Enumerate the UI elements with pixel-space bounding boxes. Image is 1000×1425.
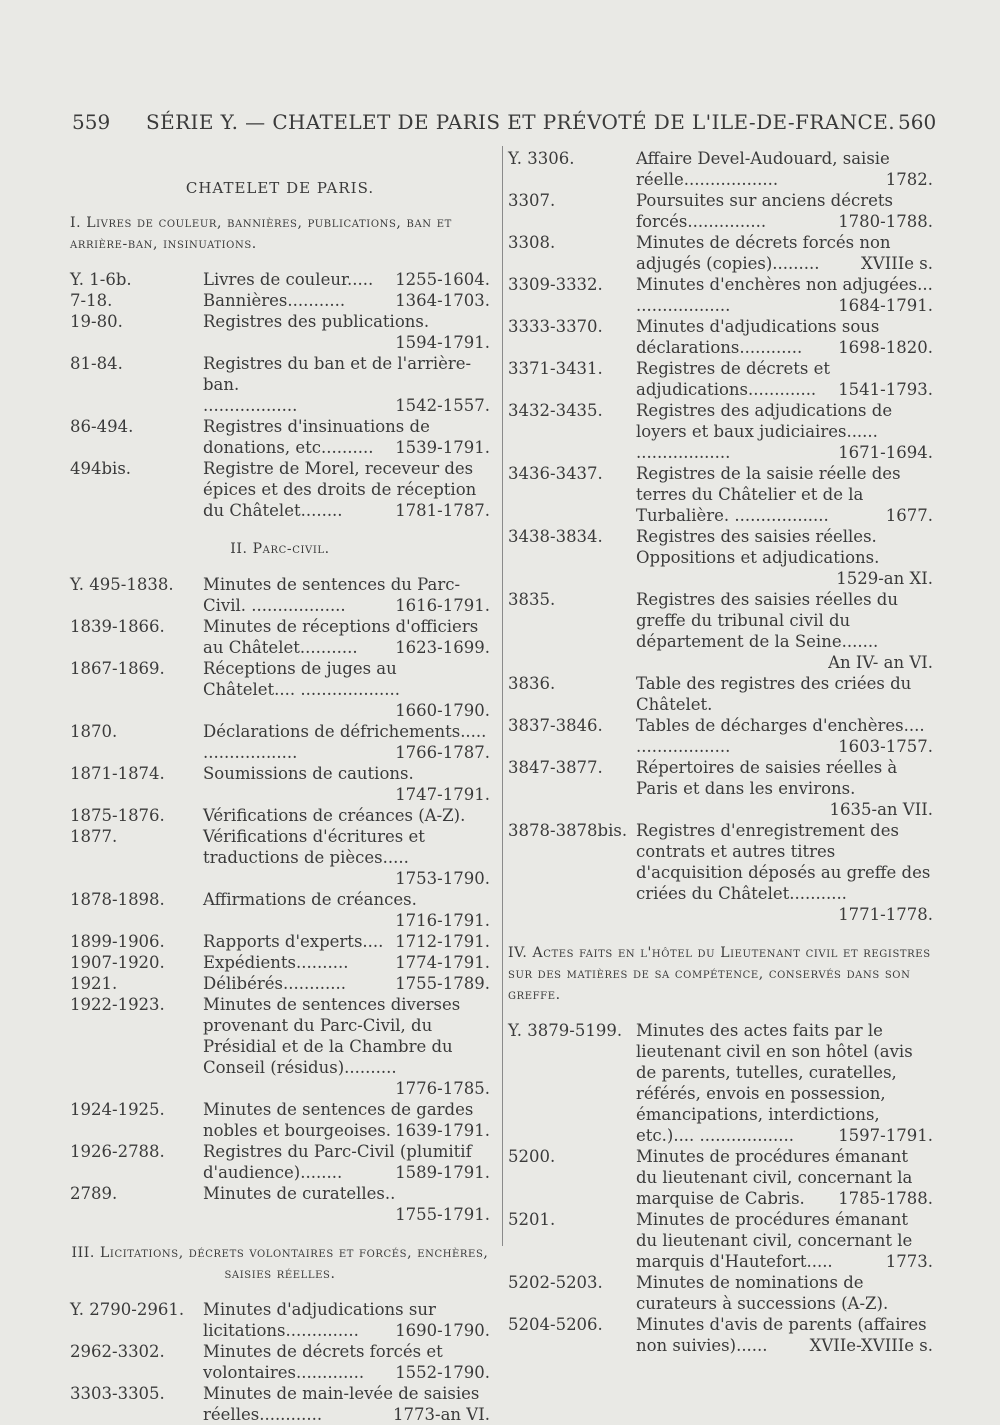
list-item	[508, 820, 933, 925]
running-header	[0, 110, 1000, 140]
entry-description: Tables de décharges d'enchères.... ..................	[636, 716, 925, 756]
entry-text	[203, 931, 490, 952]
entry-text	[203, 416, 490, 458]
entry-text	[203, 311, 490, 353]
entry-text	[203, 1183, 490, 1225]
entry-date: 1773-an VI.	[393, 1405, 490, 1424]
entry-date: 1781-1787.	[395, 501, 490, 520]
entry-text	[636, 589, 933, 673]
entry-text	[636, 757, 933, 820]
column-divider	[502, 146, 503, 1246]
entry-description: Registres des saisies réelles. Oppositions et adjudications.	[636, 527, 880, 567]
section-heading-2: II. Parc-civil.	[230, 541, 330, 557]
entry-date: 1639-1791.	[395, 1121, 490, 1140]
entry-code: 3371-3431.	[508, 359, 603, 378]
entry-code: 19-80.	[70, 312, 123, 331]
entry-text	[203, 763, 490, 805]
entry-code: 1899-1906.	[70, 932, 165, 951]
entry-date: 1660-1790.	[395, 701, 490, 720]
list-item	[70, 1141, 490, 1183]
entry-description: Registres des saisies réelles du greffe du tribunal civil du département de la Seine.......	[636, 590, 898, 651]
section-title: CHATELET DE PARIS.	[185, 179, 375, 197]
entry-date: 1698-1820.	[838, 338, 933, 357]
entry-date: 1552-1790.	[395, 1363, 490, 1382]
entry-text	[636, 148, 933, 190]
entry-code: 1878-1898.	[70, 890, 165, 909]
entry-date: 1773.	[885, 1252, 933, 1271]
list-item	[70, 458, 490, 521]
entry-description: Délibérés............	[203, 974, 346, 993]
right-column	[508, 148, 933, 1356]
list-item	[508, 1314, 933, 1356]
entry-date: 1594-1791.	[395, 333, 490, 352]
entry-description: Livres de couleur.....	[203, 270, 374, 289]
list-item	[508, 1209, 933, 1272]
entry-code: Y. 3306.	[508, 149, 575, 168]
entry-text	[203, 574, 490, 616]
list-item	[70, 1341, 490, 1383]
entry-code: 3308.	[508, 233, 556, 252]
list-item	[70, 290, 490, 311]
entry-date: 1589-1791.	[395, 1163, 490, 1182]
entry-text	[636, 400, 933, 463]
entry-date: 1780-1788.	[838, 212, 933, 231]
entry-description: ..................	[203, 396, 298, 415]
entry-code: 1871-1874.	[70, 764, 165, 783]
entry-code: 3307.	[508, 191, 556, 210]
entry-description: Affaire Devel-Audouard, saisie réelle..................	[636, 149, 890, 189]
entry-code: 3432-3435.	[508, 401, 603, 420]
entry-code	[70, 395, 203, 416]
entry-description: Registres des publications.	[203, 312, 430, 331]
list-item	[70, 952, 490, 973]
list-item	[70, 994, 490, 1099]
entry-text	[203, 616, 490, 658]
entry-code: 3847-3877.	[508, 758, 603, 777]
entry-description: Registres d'enregistrement des contrats et autres titres d'acquisition déposés au greffe des criées du Châtelet...........	[636, 821, 931, 903]
entry-list-r	[508, 148, 933, 925]
entry-code: Y. 3879-5199.	[508, 1021, 623, 1040]
entry-code: 494bis.	[70, 459, 132, 478]
entry-date: An IV- an VI.	[828, 653, 933, 672]
entry-list-3	[70, 1299, 490, 1425]
entry-date: XVIIe-XVIIIe s.	[809, 1336, 933, 1355]
entry-description: Minutes de décrets forcés non adjugés (copies).........	[636, 233, 891, 273]
entry-date: 1747-1791.	[395, 785, 490, 804]
list-item	[508, 715, 933, 757]
entry-description: Déclarations de défrichements..... ..................	[203, 722, 487, 762]
entry-list-1	[70, 269, 490, 521]
list-item	[70, 889, 490, 931]
entry-code: 1921.	[70, 974, 118, 993]
entry-text	[203, 1099, 490, 1141]
entry-code: 86-494.	[70, 417, 134, 436]
left-column	[70, 178, 490, 1425]
entry-date: 1635-an VII.	[829, 800, 933, 819]
list-item	[70, 1299, 490, 1341]
entry-text	[636, 1272, 933, 1314]
entry-description: Registres de décrets et adjudications.............	[636, 359, 831, 399]
entry-text	[636, 526, 933, 589]
entry-code: 1926-2788.	[70, 1142, 165, 1161]
section-heading-4: IV. Actes faits en l'hôtel du Lieutenant civil et registres sur des matières de sa compétence, conservés dans son greffe.	[508, 945, 931, 1003]
page-number-left: 559	[72, 110, 111, 134]
entry-code: 3837-3846.	[508, 716, 603, 735]
list-item	[70, 763, 490, 805]
entry-date: 1616-1791.	[395, 596, 490, 615]
entry-code: 3836.	[508, 674, 556, 693]
list-item	[508, 1272, 933, 1314]
entry-description: Minutes des actes faits par le lieutenant civil en son hôtel (avis de parents, tutelles, curatelles, référés, envois en possession, émancipations, interdictions, etc.).... ..................	[636, 1021, 913, 1145]
entry-date: 1771-1778.	[838, 905, 933, 924]
list-item	[70, 395, 490, 416]
entry-text	[203, 395, 490, 416]
list-item	[70, 1099, 490, 1141]
entry-description: Registres de la saisie réelle des terres du Châtelier et de la Turbalière. ..................	[636, 464, 901, 525]
entry-description: Vérifications d'écritures et traductions de pièces.....	[203, 827, 425, 867]
entry-text	[636, 274, 933, 316]
entry-description: Rapports d'experts....	[203, 932, 384, 951]
list-item	[508, 589, 933, 673]
section-heading-1: I. Livres de couleur, bannières, publications, ban et arrière-ban, insinuations.	[70, 215, 452, 252]
entry-code: 1877.	[70, 827, 118, 846]
entry-date: 1716-1791.	[395, 911, 490, 930]
entry-text	[636, 358, 933, 400]
list-item	[70, 931, 490, 952]
entry-text	[636, 820, 933, 925]
entry-description: Minutes de nominations de curateurs à successions (A-Z).	[636, 1273, 889, 1313]
list-item	[508, 757, 933, 820]
entry-description: Minutes de décrets forcés et volontaires.............	[203, 1342, 443, 1382]
entry-text	[636, 1209, 933, 1272]
entry-text	[203, 1341, 490, 1383]
entry-code: 3333-3370.	[508, 317, 603, 336]
entry-text	[203, 353, 490, 395]
list-item	[508, 232, 933, 274]
list-item	[508, 526, 933, 589]
list-item	[508, 316, 933, 358]
entry-date: 1712-1791.	[395, 932, 490, 951]
entry-description: Soumissions de cautions.	[203, 764, 414, 783]
list-item	[508, 190, 933, 232]
list-item	[508, 148, 933, 190]
entry-code: 7-18.	[70, 291, 113, 310]
entry-code: Y. 1-6b.	[70, 270, 132, 289]
entry-description: Expédients..........	[203, 953, 349, 972]
entry-text	[636, 1146, 933, 1209]
entry-code: 1875-1876.	[70, 806, 165, 825]
running-title: SÉRIE Y. — CHATELET DE PARIS ET PRÉVOTÉ DE L'ILE-DE-FRANCE.	[146, 110, 895, 134]
entry-code: 3436-3437.	[508, 464, 603, 483]
list-item	[508, 1146, 933, 1209]
entry-text	[203, 1299, 490, 1341]
entry-text	[636, 715, 933, 757]
entry-description: Minutes de sentences du Parc-Civil. ..................	[203, 575, 461, 615]
entry-date: 1255-1604.	[395, 270, 490, 289]
entry-date: 1539-1791.	[395, 438, 490, 457]
entry-code: 2789.	[70, 1184, 118, 1203]
list-item	[70, 1383, 490, 1425]
entry-code: 1922-1923.	[70, 995, 165, 1014]
entry-date: 1755-1789.	[395, 974, 490, 993]
entry-description: Table des registres des criées du Châtelet.	[636, 674, 912, 714]
entry-code: 5204-5206.	[508, 1315, 603, 1334]
entry-description: Minutes de réceptions d'officiers au Châtelet...........	[203, 617, 479, 657]
entry-text	[636, 463, 933, 526]
entry-date: 1782.	[885, 170, 933, 189]
entry-code: 1867-1869.	[70, 659, 165, 678]
list-item	[508, 1020, 933, 1146]
entry-description: Registre de Morel, receveur des épices et des droits de réception du Châtelet........	[203, 459, 477, 520]
entry-date: 1684-1791.	[838, 296, 933, 315]
entry-description: Minutes de procédures émanant du lieutenant civil, concernant le marquis d'Hautefort.....	[636, 1210, 913, 1271]
entry-text	[203, 889, 490, 931]
list-item	[70, 574, 490, 616]
list-item	[70, 1183, 490, 1225]
list-item	[508, 463, 933, 526]
entry-text	[636, 1314, 933, 1356]
list-item	[508, 400, 933, 463]
entry-description: Minutes de sentences de gardes nobles et bourgeoises.	[203, 1100, 474, 1140]
entry-text	[203, 1141, 490, 1183]
entry-text	[203, 952, 490, 973]
entry-text	[203, 458, 490, 521]
list-item	[70, 826, 490, 889]
list-item	[70, 269, 490, 290]
entry-description: Registres du ban et de l'arrière-ban.	[203, 354, 472, 394]
entry-text	[203, 805, 490, 826]
list-item	[508, 673, 933, 715]
entry-date: 1677.	[885, 506, 933, 525]
entry-date: 1364-1703.	[395, 291, 490, 310]
section-heading-3: III. Licitations, décrets volontaires et forcés, enchères, saisies réelles.	[71, 1245, 489, 1282]
entry-date: 1623-1699.	[395, 638, 490, 657]
list-item	[70, 311, 490, 353]
entry-code: 1924-1925.	[70, 1100, 165, 1119]
list-item	[70, 973, 490, 994]
entry-description: Minutes d'adjudications sous déclarations............	[636, 317, 880, 357]
entry-code: 5202-5203.	[508, 1273, 603, 1292]
entry-date: 1597-1791.	[838, 1126, 933, 1145]
entry-code: 3303-3305.	[70, 1384, 165, 1403]
entry-date: 1785-1788.	[838, 1189, 933, 1208]
list-item	[70, 805, 490, 826]
page-number-right: 560	[898, 110, 937, 134]
entry-description: Minutes de procédures émanant du lieutenant civil, concernant la marquise de Cabris.	[636, 1147, 913, 1208]
entry-description: Minutes d'avis de parents (affaires non suivies)......	[636, 1315, 927, 1355]
entry-date: 1755-1791.	[395, 1205, 490, 1224]
entry-description: Minutes de main-levée de saisies réelles............	[203, 1384, 480, 1424]
list-item	[70, 353, 490, 395]
list-item	[70, 416, 490, 458]
entry-date: 1542-1557.	[395, 396, 490, 415]
entry-description: Bannières...........	[203, 291, 346, 310]
entry-description: Registres d'insinuations de donations, etc..........	[203, 417, 430, 457]
entry-text	[203, 721, 490, 763]
entry-date: XVIIIe s.	[861, 254, 933, 273]
entry-code: 3878-3878bis.	[508, 821, 628, 840]
entry-description: Minutes de sentences diverses provenant du Parc-Civil, du Présidial et de la Chambre du Conseil (résidus)..........	[203, 995, 461, 1077]
entry-text	[203, 290, 490, 311]
entry-description: Minutes de curatelles..	[203, 1184, 396, 1203]
entry-description: Répertoires de saisies réelles à Paris et dans les environs.	[636, 758, 898, 798]
list-item	[70, 658, 490, 721]
entry-description: Vérifications de créances (A-Z).	[203, 806, 466, 825]
entry-text	[203, 658, 490, 721]
entry-text	[203, 994, 490, 1099]
list-item	[508, 358, 933, 400]
entry-description: Minutes d'adjudications sur licitations..............	[203, 1300, 436, 1340]
entry-code: 3309-3332.	[508, 275, 603, 294]
entry-date: 1603-1757.	[838, 737, 933, 756]
entry-text	[203, 269, 490, 290]
entry-description: Registres des adjudications de loyers et baux judiciaires...... ..................	[636, 401, 893, 462]
entry-description: Minutes d'enchères non adjugées... ..................	[636, 275, 933, 315]
entry-text	[203, 1383, 490, 1425]
entry-date: 1766-1787.	[395, 743, 490, 762]
entry-date: 1541-1793.	[838, 380, 933, 399]
list-item	[508, 274, 933, 316]
entry-date: 1671-1694.	[838, 443, 933, 462]
entry-code: 1839-1866.	[70, 617, 165, 636]
entry-description: Poursuites sur anciens décrets forcés...............	[636, 191, 893, 231]
entry-code: 2962-3302.	[70, 1342, 165, 1361]
entry-code: 5201.	[508, 1210, 556, 1229]
entry-text	[636, 1020, 933, 1146]
entry-code: 81-84.	[70, 354, 123, 373]
entry-description: Registres du Parc-Civil (plumitif d'audience)........	[203, 1142, 472, 1182]
entry-text	[636, 673, 933, 715]
entry-code: 1907-1920.	[70, 953, 165, 972]
entry-list-4	[508, 1020, 933, 1356]
list-item	[70, 616, 490, 658]
entry-text	[636, 316, 933, 358]
entry-text	[636, 232, 933, 274]
entry-code: 3835.	[508, 590, 556, 609]
entry-text	[203, 826, 490, 889]
entry-code: 3438-3834.	[508, 527, 603, 546]
entry-text	[203, 973, 490, 994]
entry-description: Réceptions de juges au Châtelet.... ...................	[203, 659, 401, 699]
entry-date: 1753-1790.	[395, 869, 490, 888]
entry-code: 5200.	[508, 1147, 556, 1166]
entry-date: 1529-an XI.	[836, 569, 933, 588]
entry-list-2	[70, 574, 490, 1225]
entry-code: Y. 495-1838.	[70, 575, 174, 594]
list-item	[70, 721, 490, 763]
entry-text	[636, 190, 933, 232]
entry-code: 1870.	[70, 722, 118, 741]
entry-date: 1776-1785.	[395, 1079, 490, 1098]
entry-code: Y. 2790-2961.	[70, 1300, 185, 1319]
entry-date: 1774-1791.	[395, 953, 490, 972]
entry-description: Affirmations de créances.	[203, 890, 417, 909]
entry-date: 1690-1790.	[395, 1321, 490, 1340]
